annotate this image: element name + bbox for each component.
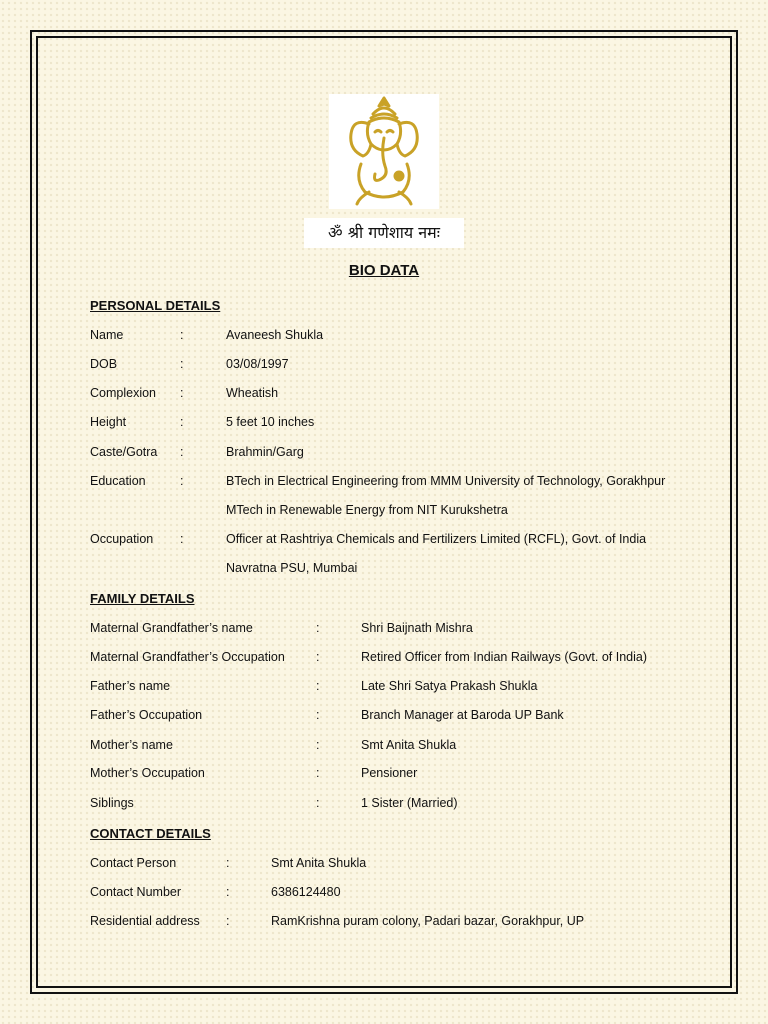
field-colon: :: [226, 914, 230, 928]
field-colon: :: [316, 650, 320, 664]
field-value: MTech in Renewable Energy from NIT Kurukshetra: [226, 503, 508, 517]
field-value: Late Shri Satya Prakash Shukla: [361, 679, 538, 693]
field-value: Officer at Rashtriya Chemicals and Fertilizers Limited (RCFL), Govt. of India: [226, 532, 647, 546]
field-value: Navratna PSU, Mumbai: [226, 561, 358, 575]
field-label: Mother’s Occupation: [90, 766, 205, 780]
ganesha-logo: [329, 94, 439, 209]
field-colon: :: [316, 738, 320, 752]
field-value: RamKrishna puram colony, Padari bazar, Gorakhpur, UP: [271, 914, 585, 928]
field-colon: :: [226, 856, 230, 870]
field-value: Shri Baijnath Mishra: [361, 621, 473, 635]
section-heading-personal: PERSONAL DETAILS: [90, 298, 221, 313]
field-label: Siblings: [90, 796, 134, 810]
field-value: Brahmin/Garg: [226, 445, 304, 459]
field-label: Father’s name: [90, 679, 171, 693]
field-colon: :: [180, 357, 184, 371]
field-colon: :: [180, 328, 184, 342]
field-colon: :: [316, 796, 320, 810]
field-label: Height: [90, 415, 127, 429]
field-value: Retired Officer from Indian Railways (Govt. of India): [361, 650, 647, 664]
field-label: Maternal Grandfather’s Occupation: [90, 650, 285, 664]
field-label: Complexion: [90, 386, 157, 400]
section-heading-contact: CONTACT DETAILS: [90, 826, 211, 841]
field-label: Maternal Grandfather’s name: [90, 621, 253, 635]
field-colon: :: [316, 679, 320, 693]
section-heading-family: FAMILY DETAILS: [90, 591, 195, 606]
field-label: Education: [90, 474, 146, 488]
field-colon: :: [226, 885, 230, 899]
field-colon: :: [180, 415, 184, 429]
field-label: Mother’s name: [90, 738, 173, 752]
field-label: Name: [90, 328, 124, 342]
field-label: Occupation: [90, 532, 154, 546]
field-value: Smt Anita Shukla: [271, 856, 367, 870]
field-label: Residential address: [90, 914, 200, 928]
field-colon: :: [180, 445, 184, 459]
field-colon: :: [180, 474, 184, 488]
field-value: Avaneesh Shukla: [226, 328, 324, 342]
field-colon: :: [316, 766, 320, 780]
mantra-text: ॐ श्री गणेशाय नमः: [304, 218, 464, 248]
field-value: 5 feet 10 inches: [226, 415, 315, 429]
field-label: Father’s Occupation: [90, 708, 203, 722]
field-value: 03/08/1997: [226, 357, 289, 371]
page-title: [0, 262, 768, 279]
field-value: 1 Sister (Married): [361, 796, 458, 810]
page-title-text: BIO DATA: [348, 262, 420, 279]
field-value: Pensioner: [361, 766, 418, 780]
field-label: DOB: [90, 357, 118, 371]
field-value: Branch Manager at Baroda UP Bank: [361, 708, 564, 722]
ganesha-icon: [329, 94, 439, 209]
field-colon: :: [316, 708, 320, 722]
field-label: Contact Person: [90, 856, 177, 870]
field-value: 6386124480: [271, 885, 341, 899]
field-value: Smt Anita Shukla: [361, 738, 457, 752]
field-colon: :: [180, 532, 184, 546]
field-colon: :: [316, 621, 320, 635]
field-value: Wheatish: [226, 386, 279, 400]
field-label: Caste/Gotra: [90, 445, 158, 459]
field-value: BTech in Electrical Engineering from MMM University of Technology, Gorakhpur: [226, 474, 666, 488]
field-label: Contact Number: [90, 885, 182, 899]
field-colon: :: [180, 386, 184, 400]
